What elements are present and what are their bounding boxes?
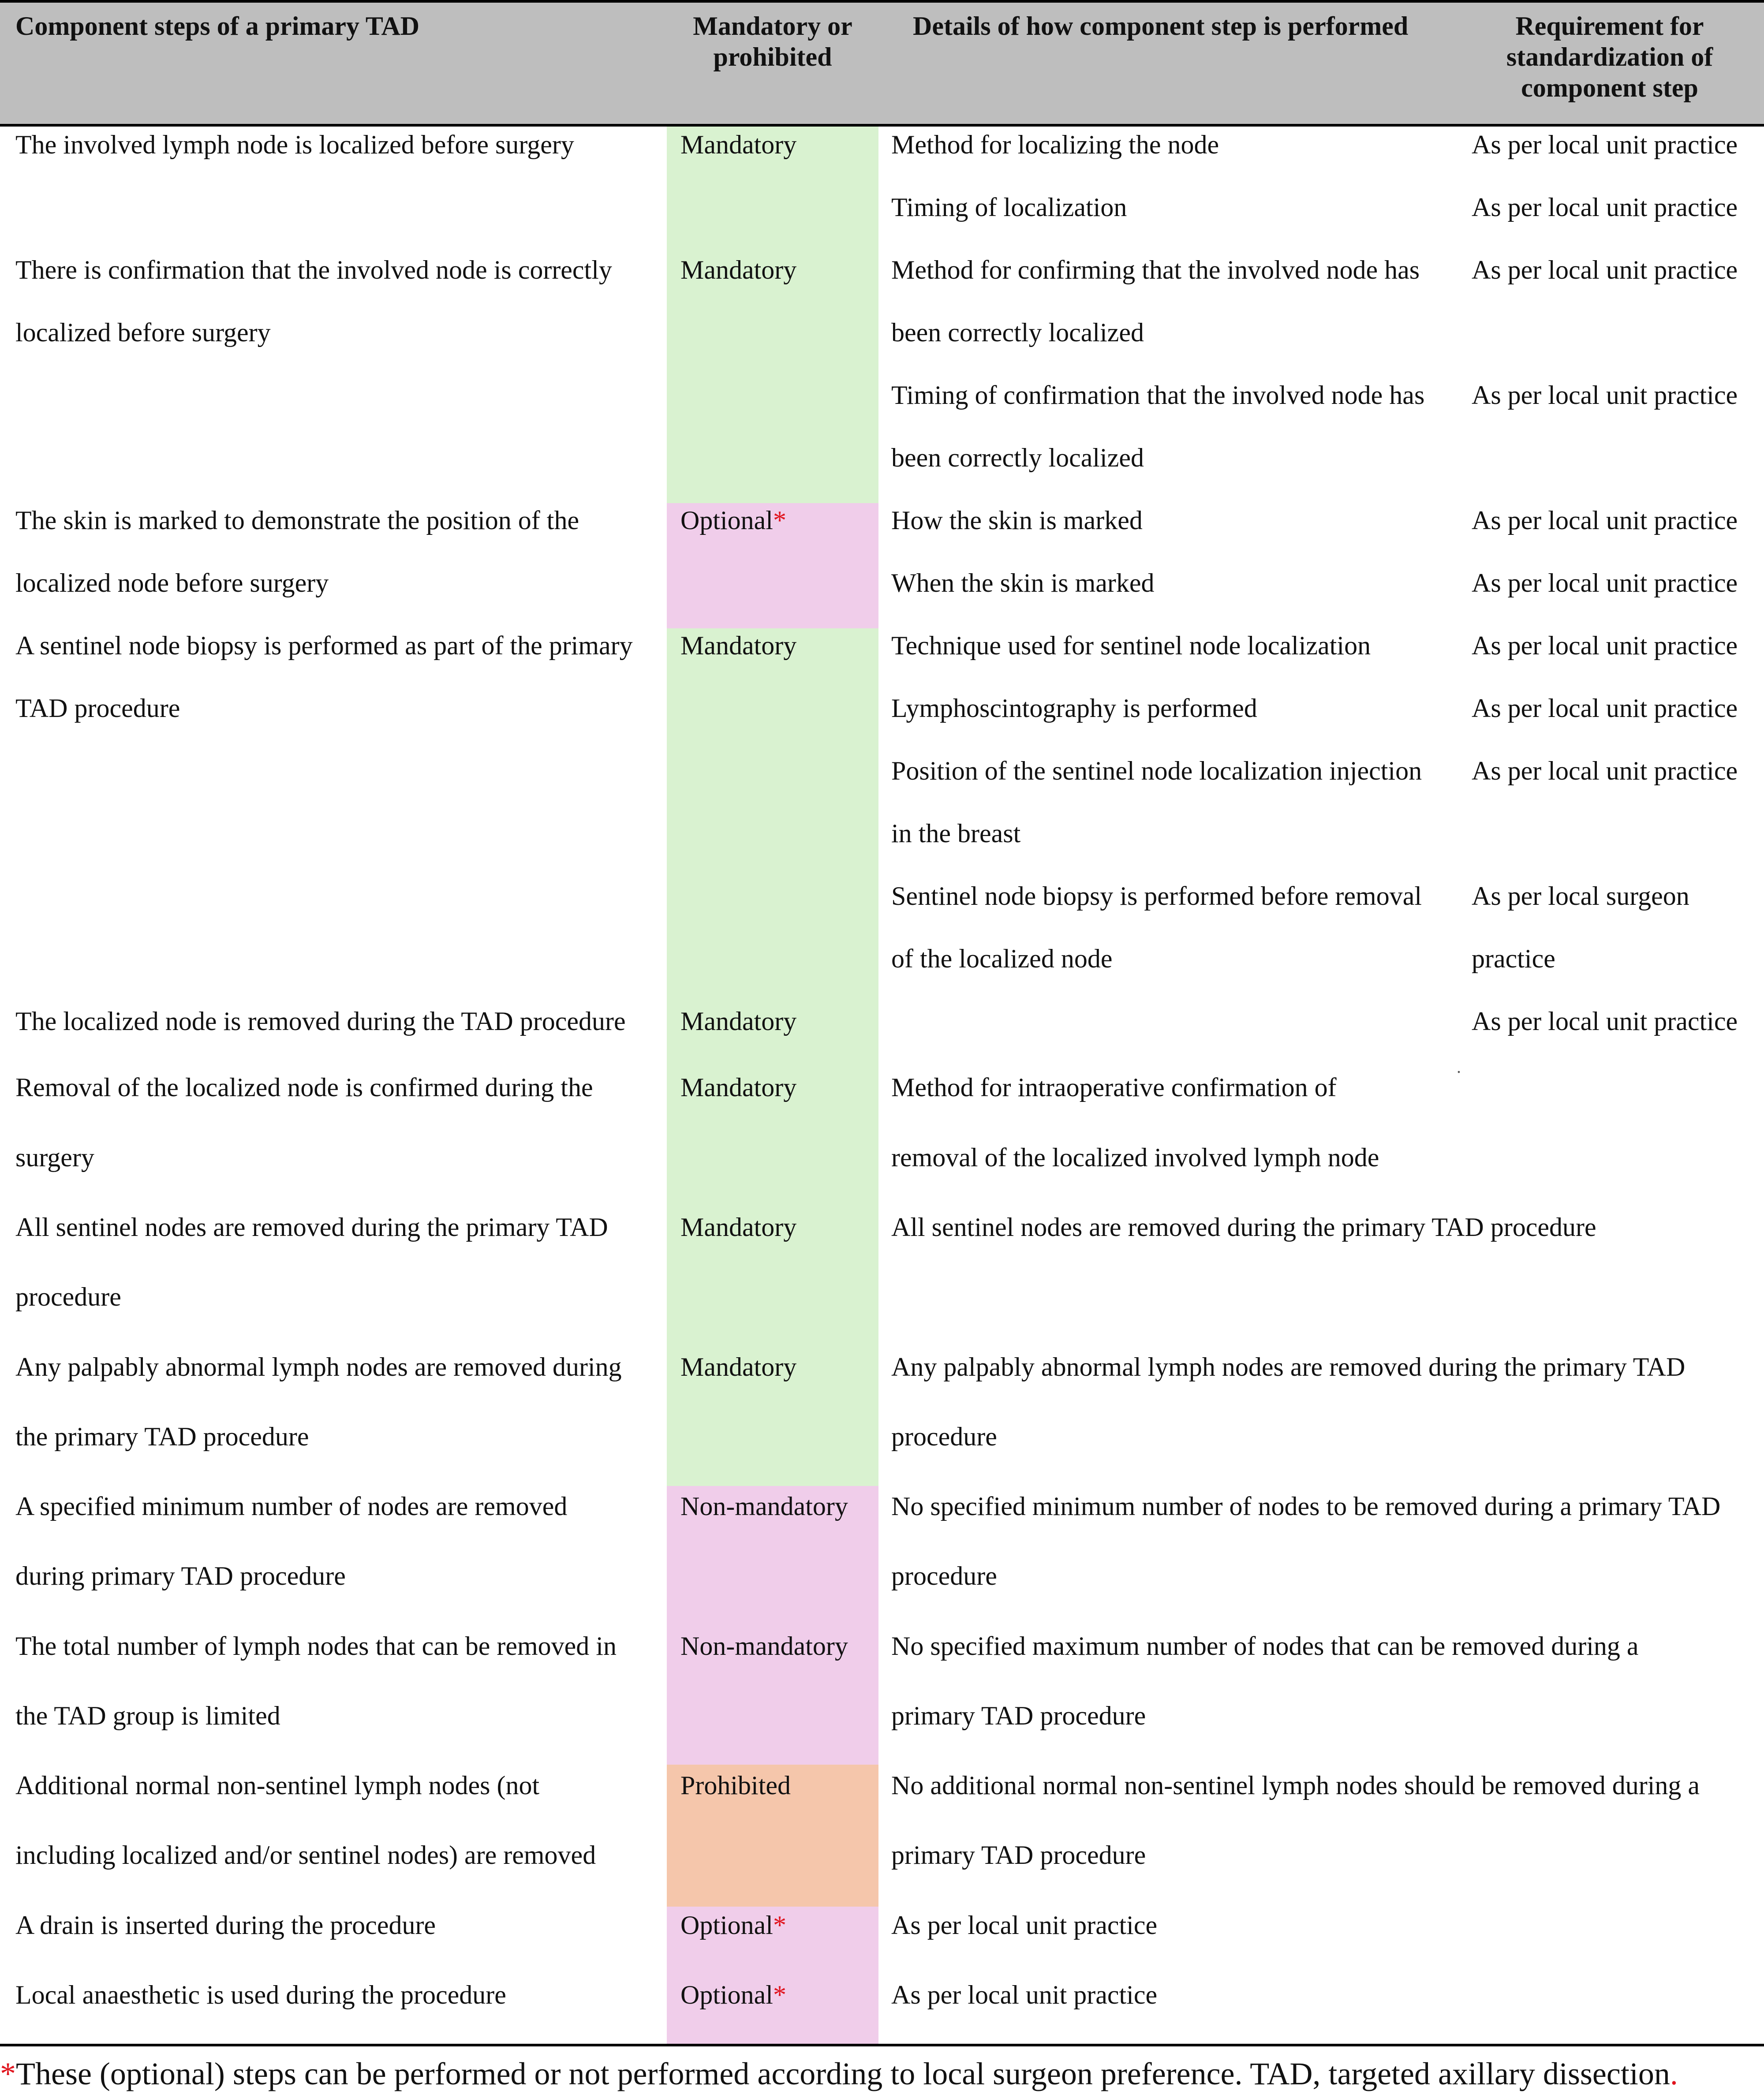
detail-text: Lymphoscintography is performed: [891, 694, 1257, 723]
detail-text: Timing of confirmation that the involved node has: [891, 381, 1425, 410]
requirement-text: As per local unit practice: [1472, 255, 1738, 284]
status-badge: Mandatory: [680, 1352, 797, 1381]
table-header: [0, 0, 1764, 127]
status-label: Optional: [680, 1980, 773, 2009]
step-text: The total number of lymph nodes that can be removed in: [15, 1631, 617, 1661]
requirement-text: practice: [1472, 944, 1555, 973]
status-bg-mandatory-2: [667, 628, 878, 1069]
table-footnote: [0, 2055, 1678, 2093]
step-text: The skin is marked to demonstrate the position of the: [15, 506, 579, 535]
detail-text: of the localized node: [891, 944, 1113, 973]
detail-text: Sentinel node biopsy is performed before removal: [891, 881, 1422, 911]
detail-text: procedure: [891, 1561, 997, 1590]
status-label: Optional: [680, 506, 773, 535]
step-text: The localized node is removed during the TAD procedure: [15, 1007, 626, 1036]
step-text: A specified minimum number of nodes are removed: [15, 1492, 568, 1521]
header-requirement-line2: standardization of: [1506, 42, 1713, 71]
detail-text: been correctly localized: [891, 318, 1144, 347]
footnote-period: .: [1670, 2056, 1678, 2091]
status-bg-non-mandatory: [667, 1486, 878, 1765]
header-component-steps: [15, 11, 655, 41]
requirement-text: As per local unit practice: [1472, 506, 1738, 535]
detail-text: Technique used for sentinel node localization: [891, 631, 1371, 660]
detail-text: removal of the localized involved lymph node: [891, 1143, 1379, 1172]
status-badge: Mandatory: [680, 130, 797, 159]
step-text: Additional normal non-sentinel lymph nodes (not: [15, 1771, 540, 1800]
header-component-steps-text: Component steps of a primary TAD: [15, 11, 420, 41]
requirement-text: As per local unit practice: [1472, 568, 1738, 597]
detail-text: No specified minimum number of nodes to be removed during a primary TAD: [891, 1492, 1721, 1521]
detail-text: When the skin is marked: [891, 568, 1155, 597]
step-text: TAD procedure: [15, 694, 180, 723]
header-status-line2: prohibited: [713, 42, 832, 71]
detail-text: Any palpably abnormal lymph nodes are removed during the primary TAD: [891, 1352, 1686, 1381]
status-badge: Prohibited: [680, 1771, 791, 1800]
detail-text: primary TAD procedure: [891, 1701, 1146, 1730]
optional-asterisk: *: [773, 1980, 786, 2009]
requirement-text: As per local surgeon: [1472, 881, 1689, 911]
detail-text: Position of the sentinel node localization injection: [891, 756, 1422, 785]
status-badge: Non-mandatory: [680, 1492, 848, 1521]
header-status-line1: Mandatory or: [693, 11, 852, 41]
detail-text: All sentinel nodes are removed during the primary TAD procedure: [891, 1213, 1596, 1242]
header-requirement-line1: Requirement for: [1515, 11, 1704, 41]
requirement-text: As per local unit practice: [1472, 381, 1738, 410]
status-bg-mandatory-1: [667, 127, 878, 503]
step-text: Removal of the localized node is confirmed during the: [15, 1073, 593, 1102]
requirement-text: As per local unit practice: [1472, 193, 1738, 222]
requirement-text: As per local unit practice: [1472, 631, 1738, 660]
detail-text: Method for confirming that the involved node has: [891, 255, 1420, 284]
detail-text: procedure: [891, 1422, 997, 1451]
status-badge: Non-mandatory: [680, 1631, 848, 1661]
status-badge: Mandatory: [680, 1007, 797, 1036]
step-text: surgery: [15, 1143, 94, 1172]
detail-text: Method for intraoperative confirmation of: [891, 1073, 1337, 1102]
step-text: localized node before surgery: [15, 568, 329, 597]
step-text: A sentinel node biopsy is performed as part of the primary: [15, 631, 633, 660]
detail-text: As per local unit practice: [891, 1911, 1158, 1940]
detail-text: Method for localizing the node: [891, 130, 1219, 159]
stray-mark: .: [1457, 1057, 1461, 1077]
footnote-asterisk: *: [0, 2056, 16, 2091]
optional-asterisk: *: [773, 1911, 786, 1940]
step-text: Local anaesthetic is used during the procedure: [15, 1980, 506, 2009]
detail-text: As per local unit practice: [891, 1980, 1158, 2009]
step-text: Any palpably abnormal lymph nodes are removed during: [15, 1352, 622, 1381]
requirement-text: As per local unit practice: [1472, 694, 1738, 723]
step-text: the primary TAD procedure: [15, 1422, 309, 1451]
header-details: [913, 11, 1451, 41]
requirement-text: As per local unit practice: [1472, 130, 1738, 159]
optional-asterisk: *: [773, 506, 786, 535]
footnote-text: These (optional) steps can be performed or not performed according to local surgeon preference. TAD, targeted axillary dissection: [16, 2056, 1670, 2091]
step-text: The involved lymph node is localized before surgery: [15, 130, 574, 159]
detail-text: No additional normal non-sentinel lymph nodes should be removed during a: [891, 1771, 1700, 1800]
status-badge: Mandatory: [680, 1073, 797, 1102]
step-text: localized before surgery: [15, 318, 271, 347]
step-text: the TAD group is limited: [15, 1701, 280, 1730]
table-bottom-rule: [0, 2044, 1764, 2046]
detail-text: in the breast: [891, 819, 1021, 848]
header-requirement-line3: component step: [1521, 73, 1698, 102]
detail-text: been correctly localized: [891, 443, 1144, 472]
detail-text: Timing of localization: [891, 193, 1127, 222]
status-badge: [680, 1910, 786, 1941]
header-details-text: Details of how component step is performed: [913, 11, 1409, 41]
status-label: Optional: [680, 1911, 773, 1940]
status-badge: Mandatory: [680, 631, 797, 660]
detail-text: No specified maximum number of nodes that can be removed during a: [891, 1631, 1639, 1661]
status-badge: Mandatory: [680, 1213, 797, 1242]
requirement-text: As per local unit practice: [1472, 1007, 1738, 1036]
status-badge: Mandatory: [680, 255, 797, 284]
header-mandatory-or-prohibited: [667, 11, 878, 72]
step-text: All sentinel nodes are removed during the primary TAD: [15, 1213, 608, 1242]
detail-text: primary TAD procedure: [891, 1840, 1146, 1870]
header-requirement: [1455, 11, 1764, 103]
step-text: procedure: [15, 1282, 121, 1311]
step-text: including localized and/or sentinel nodes) are removed: [15, 1840, 596, 1870]
detail-text: How the skin is marked: [891, 506, 1143, 535]
step-text: A drain is inserted during the procedure: [15, 1911, 436, 1940]
requirement-text: As per local unit practice: [1472, 756, 1738, 785]
status-badge: [680, 505, 786, 536]
step-text: There is confirmation that the involved node is correctly: [15, 255, 612, 284]
status-badge: [680, 1979, 786, 2010]
status-bg-mandatory-3: [667, 1069, 878, 1486]
step-text: during primary TAD procedure: [15, 1561, 346, 1590]
